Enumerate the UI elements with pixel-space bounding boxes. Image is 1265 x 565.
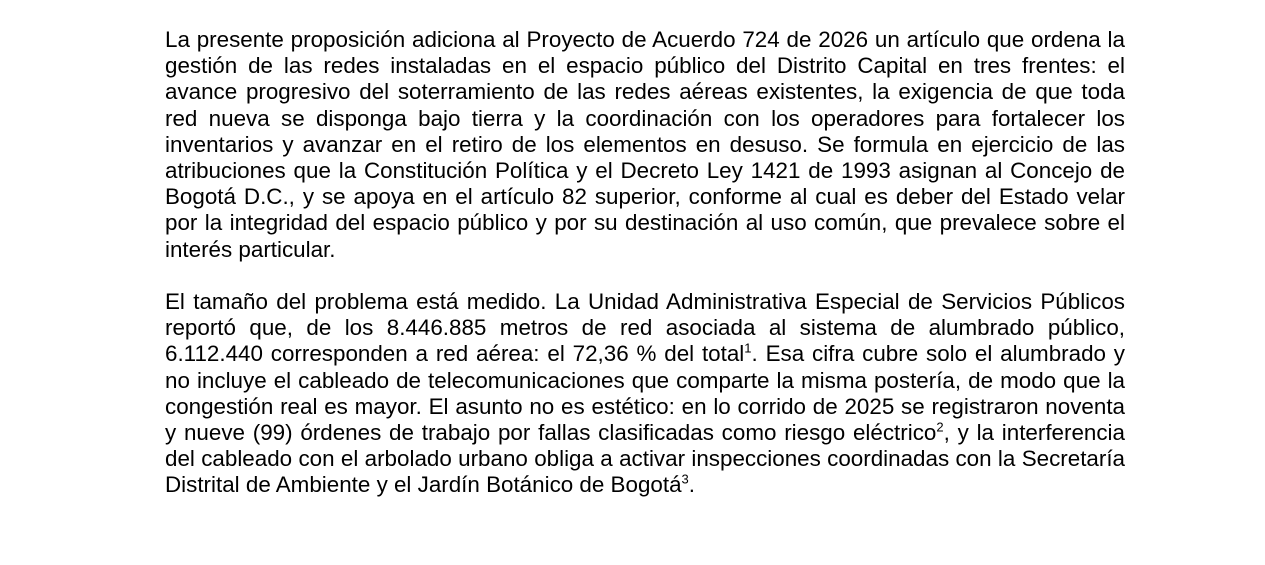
paragraph-problem-size	[165, 289, 1125, 499]
footnote-marker-3[interactable]: 3	[681, 471, 689, 487]
footnote-marker-1[interactable]: 1	[744, 340, 752, 356]
footnote-marker-2[interactable]: 2	[936, 419, 944, 435]
paragraph-text-segment: .	[688, 472, 695, 498]
paragraph-text-segment: , y la interferencia del cableado con el arbolado urbano obliga a activar inspecciones coordinadas con la Secretaría Distrital de Ambiente y el Jardín Botánico de Bogotá	[165, 420, 1125, 498]
paragraph-proposal-summary: La presente proposición adiciona al Proyecto de Acuerdo 724 de 2026 un artículo que ordena la gestión de las redes instaladas en el espacio público del Distrito Capital en tres frentes: el avance progresivo del soterramiento de las redes aéreas existentes, la exigencia de que toda red nueva se disponga bajo tierra y la coordinación con los operadores para fortalecer los inventarios y avanzar en el retiro de los elementos en desuso. Se formula en ejercicio de las atribuciones que la Constitución Política y el Decreto Ley 1421 de 1993 asignan al Concejo de Bogotá D.C., y se apoya en el artículo 82 superior, conforme al cual es deber del Estado velar por la integridad del espacio público y por su destinación al uso común, que prevalece sobre el interés particular.	[165, 27, 1125, 262]
paragraph-text-segment: . Esa cifra cubre solo el alumbrado y no incluye el cableado de telecomunicaciones que comparte la misma postería, de modo que la congestión real es mayor. El asunto no es estético: en lo corrido de 2025 se registraron noventa y nueve (99) órdenes de trabajo por fallas clasificadas como riesgo eléctrico	[165, 341, 1126, 446]
document-body	[165, 27, 1125, 499]
paragraph-text-segment: El tamaño del problema está medido. La Unidad Administrativa Especial de Servicios Públicos reportó que, de los 8.446.885 metros de red asociada al sistema de alumbrado público, 6.112.440 corresponden a red aérea: el 72,36 % del total	[165, 289, 1125, 367]
